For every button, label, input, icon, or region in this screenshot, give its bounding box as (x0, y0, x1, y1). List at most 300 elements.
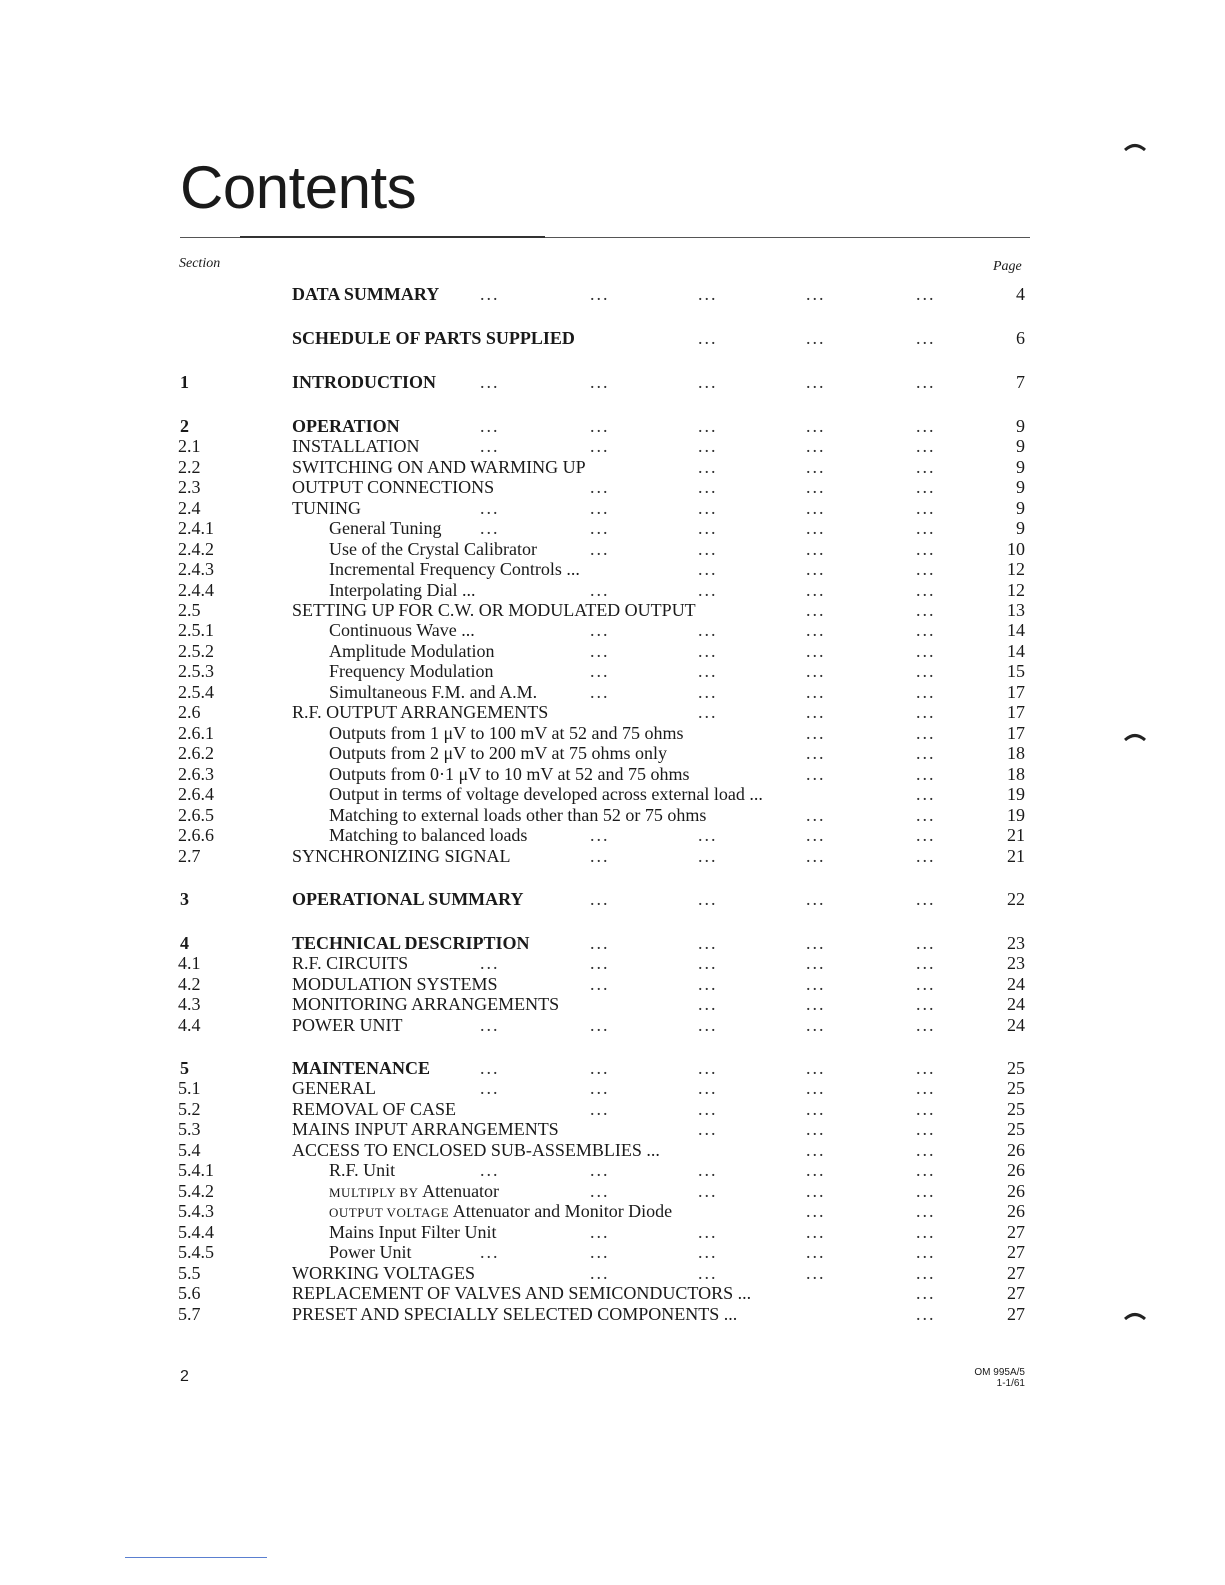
toc-page-number: 19 (1007, 805, 1025, 825)
leader-dots: ... (916, 1160, 936, 1180)
toc-entry (0, 1263, 1225, 1283)
toc-entry (0, 436, 1225, 456)
leader-dots: ... (806, 457, 826, 477)
toc-entry (0, 805, 1225, 825)
toc-section-number: 2.5.1 (178, 620, 214, 640)
leader-dots: ... (806, 539, 826, 559)
leader-dots: ... (916, 1058, 936, 1078)
toc-page-number: 27 (1007, 1222, 1025, 1242)
toc-entry (0, 661, 1225, 681)
toc-page-number: 27 (1007, 1304, 1025, 1324)
leader-dots: ... (916, 641, 936, 661)
toc-entry (0, 620, 1225, 640)
toc-entry-title: Power Unit (329, 1242, 412, 1262)
toc-page-number: 15 (1007, 661, 1025, 681)
toc-page-number: 26 (1007, 1201, 1025, 1221)
leader-dots: ... (698, 416, 718, 436)
leader-dots: ... (698, 702, 718, 722)
toc-entry (0, 1058, 1225, 1078)
toc-entry (0, 1119, 1225, 1139)
toc-entry-title: Outputs from 2 μV to 200 mV at 75 ohms only (329, 743, 667, 763)
toc-entry-title: MAINS INPUT ARRANGEMENTS (292, 1119, 559, 1139)
leader-dots: ... (806, 1242, 826, 1262)
toc-section-number: 4 (180, 933, 189, 953)
toc-entry (0, 974, 1225, 994)
toc-entry-title: Matching to balanced loads (329, 825, 528, 845)
toc-section-number: 5.4.3 (178, 1201, 214, 1221)
toc-section-number: 2.5.4 (178, 682, 214, 702)
toc-page-number: 26 (1007, 1160, 1025, 1180)
leader-dots: ... (916, 974, 936, 994)
leader-dots: ... (916, 784, 936, 804)
leader-dots: ... (590, 825, 610, 845)
toc-entry-title: REMOVAL OF CASE (292, 1099, 457, 1119)
leader-dots: ... (698, 328, 718, 348)
leader-dots: ... (590, 1099, 610, 1119)
toc-entry-smallcaps: MULTIPLY BY (329, 1185, 419, 1200)
leader-dots: ... (916, 1304, 936, 1324)
toc-section-number: 5.7 (178, 1304, 201, 1324)
toc-page-number: 27 (1007, 1263, 1025, 1283)
toc-entry-title: MAINTENANCE (292, 1058, 431, 1078)
leader-dots: ... (590, 518, 610, 538)
leader-dots: ... (590, 1058, 610, 1078)
leader-dots: ... (480, 1078, 500, 1098)
toc-section-number: 5.6 (178, 1283, 201, 1303)
toc-entry (0, 994, 1225, 1014)
leader-dots: ... (806, 436, 826, 456)
leader-dots: ... (698, 498, 718, 518)
leader-dots: ... (916, 1263, 936, 1283)
leader-dots: ... (590, 416, 610, 436)
leader-dots: ... (698, 1160, 718, 1180)
leader-dots: ... (590, 539, 610, 559)
document-code (963, 1367, 1025, 1389)
toc-section-number: 2.6.3 (178, 764, 214, 784)
toc-entry-title: WORKING VOLTAGES (292, 1263, 476, 1283)
leader-dots: ... (806, 1263, 826, 1283)
toc-entry-title: R.F. CIRCUITS (292, 953, 409, 973)
toc-page-number: 26 (1007, 1181, 1025, 1201)
leader-dots: ... (698, 825, 718, 845)
toc-section-number: 2.2 (178, 457, 201, 477)
toc-entry-title: R.F. Unit (329, 1160, 396, 1180)
leader-dots: ... (916, 764, 936, 784)
leader-dots: ... (698, 1058, 718, 1078)
leader-dots: ... (916, 477, 936, 497)
binding-hole-mark (1124, 1312, 1146, 1320)
toc-entry (0, 328, 1225, 348)
leader-dots: ... (916, 1140, 936, 1160)
leader-dots: ... (806, 933, 826, 953)
leader-dots: ... (480, 284, 500, 304)
toc-section-number: 5.3 (178, 1119, 201, 1139)
toc-page-number: 25 (1007, 1058, 1025, 1078)
toc-entry-title: REPLACEMENT OF VALVES AND SEMICONDUCTORS ... (292, 1283, 752, 1303)
toc-entry-title: SETTING UP FOR C.W. OR MODULATED OUTPUT (292, 600, 696, 620)
leader-dots: ... (590, 372, 610, 392)
toc-entry (0, 1181, 1225, 1201)
toc-entry (0, 702, 1225, 722)
toc-entry (0, 580, 1225, 600)
leader-dots: ... (916, 846, 936, 866)
toc-section-number: 5.4.2 (178, 1181, 214, 1201)
leader-dots: ... (916, 1078, 936, 1098)
leader-dots: ... (916, 1242, 936, 1262)
leader-dots: ... (916, 723, 936, 743)
toc-entry (0, 498, 1225, 518)
toc-page-number: 10 (1007, 539, 1025, 559)
toc-entry-title: Matching to external loads other than 52 or 75 ohms (329, 805, 707, 825)
toc-section-number: 5.4 (178, 1140, 201, 1160)
toc-entry-title: Outputs from 1 μV to 100 mV at 52 and 75 ohms (329, 723, 684, 743)
leader-dots: ... (698, 372, 718, 392)
leader-dots: ... (916, 284, 936, 304)
toc-section-number: 2.5.2 (178, 641, 214, 661)
leader-dots: ... (806, 559, 826, 579)
leader-dots: ... (590, 641, 610, 661)
toc-entry (0, 477, 1225, 497)
toc-section-number: 5.1 (178, 1078, 201, 1098)
leader-dots: ... (698, 889, 718, 909)
leader-dots: ... (806, 953, 826, 973)
leader-dots: ... (698, 436, 718, 456)
leader-dots: ... (916, 805, 936, 825)
toc-page-number: 21 (1007, 846, 1025, 866)
toc-entry (0, 1283, 1225, 1303)
toc-page-number: 9 (1016, 436, 1025, 456)
leader-dots: ... (806, 1222, 826, 1242)
toc-entry-smallcaps: OUTPUT VOLTAGE (329, 1205, 450, 1220)
toc-entry-title (329, 1201, 672, 1223)
leader-dots: ... (806, 682, 826, 702)
leader-dots: ... (806, 1140, 826, 1160)
leader-dots: ... (806, 641, 826, 661)
page-title: Contents (180, 154, 417, 221)
toc-page-number: 19 (1007, 784, 1025, 804)
toc-entry (0, 559, 1225, 579)
leader-dots: ... (916, 1119, 936, 1139)
toc-entry (0, 953, 1225, 973)
toc-entry (0, 764, 1225, 784)
leader-dots: ... (698, 846, 718, 866)
leader-dots: ... (480, 416, 500, 436)
toc-entry-title: SYNCHRONIZING SIGNAL (292, 846, 511, 866)
toc-page-number: 23 (1007, 933, 1025, 953)
toc-entry-title: Outputs from 0·1 μV to 10 mV at 52 and 75 ohms (329, 764, 690, 784)
leader-dots: ... (590, 1263, 610, 1283)
leader-dots: ... (806, 518, 826, 538)
leader-dots: ... (806, 328, 826, 348)
toc-entry (0, 1201, 1225, 1221)
leader-dots: ... (916, 436, 936, 456)
leader-dots: ... (590, 284, 610, 304)
toc-page-number: 17 (1007, 723, 1025, 743)
toc-section-number: 2.1 (178, 436, 201, 456)
toc-entry-title: DATA SUMMARY (292, 284, 440, 304)
leader-dots: ... (916, 1222, 936, 1242)
leader-dots: ... (806, 974, 826, 994)
page-column-header: Page (993, 259, 1022, 274)
toc-entry (0, 1304, 1225, 1324)
toc-entry (0, 600, 1225, 620)
leader-dots: ... (590, 889, 610, 909)
toc-entry-title: Output in terms of voltage developed across external load ... (329, 784, 763, 804)
toc-entry-title: Amplitude Modulation (329, 641, 495, 661)
leader-dots: ... (698, 1263, 718, 1283)
toc-entry-title: PRESET AND SPECIALLY SELECTED COMPONENTS ... (292, 1304, 738, 1324)
leader-dots: ... (590, 953, 610, 973)
toc-entry-title: Simultaneous F.M. and A.M. (329, 682, 538, 702)
leader-dots: ... (916, 933, 936, 953)
toc-section-number: 1 (180, 372, 189, 392)
leader-dots: ... (698, 457, 718, 477)
toc-section-number: 2.6.5 (178, 805, 214, 825)
leader-dots: ... (698, 518, 718, 538)
toc-entry-title: Use of the Crystal Calibrator (329, 539, 537, 559)
toc-entry-title: General Tuning (329, 518, 442, 538)
toc-page-number: 25 (1007, 1119, 1025, 1139)
toc-entry (0, 641, 1225, 661)
leader-dots: ... (916, 600, 936, 620)
leader-dots: ... (590, 436, 610, 456)
leader-dots: ... (916, 372, 936, 392)
toc-entry-title: TECHNICAL DESCRIPTION (292, 933, 530, 953)
leader-dots: ... (698, 1119, 718, 1139)
leader-dots: ... (806, 805, 826, 825)
toc-entry (0, 416, 1225, 436)
leader-dots: ... (806, 477, 826, 497)
toc-section-number: 2.5 (178, 600, 201, 620)
leader-dots: ... (916, 661, 936, 681)
leader-dots: ... (590, 498, 610, 518)
leader-dots: ... (590, 661, 610, 681)
leader-dots: ... (590, 620, 610, 640)
toc-page-number: 9 (1016, 518, 1025, 538)
toc-entry-title: R.F. OUTPUT ARRANGEMENTS (292, 702, 549, 722)
leader-dots: ... (590, 682, 610, 702)
toc-section-number: 4.1 (178, 953, 201, 973)
leader-dots: ... (590, 1015, 610, 1035)
toc-section-number: 5.4.1 (178, 1160, 214, 1180)
leader-dots: ... (698, 1015, 718, 1035)
leader-dots: ... (698, 477, 718, 497)
scan-edge-line (125, 1557, 267, 1558)
toc-page-number: 18 (1007, 743, 1025, 763)
leader-dots: ... (590, 1078, 610, 1098)
leader-dots: ... (590, 846, 610, 866)
toc-entry (0, 372, 1225, 392)
toc-page-number: 24 (1007, 1015, 1025, 1035)
toc-page-number: 25 (1007, 1099, 1025, 1119)
leader-dots: ... (916, 1201, 936, 1221)
leader-dots: ... (916, 1181, 936, 1201)
toc-section-number: 4.2 (178, 974, 201, 994)
toc-page-number: 6 (1016, 328, 1025, 348)
toc-entry-title-text: Attenuator (422, 1181, 500, 1201)
toc-entry (0, 682, 1225, 702)
leader-dots: ... (806, 994, 826, 1014)
toc-entry (0, 539, 1225, 559)
leader-dots: ... (916, 416, 936, 436)
leader-dots: ... (806, 1201, 826, 1221)
toc-section-number: 2.6 (178, 702, 201, 722)
toc-entry (0, 889, 1225, 909)
leader-dots: ... (806, 723, 826, 743)
toc-entry-title: POWER UNIT (292, 1015, 403, 1035)
leader-dots: ... (916, 1015, 936, 1035)
leader-dots: ... (916, 620, 936, 640)
toc-entry-title: MONITORING ARRANGEMENTS (292, 994, 560, 1014)
toc-page-number: 17 (1007, 682, 1025, 702)
leader-dots: ... (590, 580, 610, 600)
leader-dots: ... (698, 933, 718, 953)
toc-page-number: 13 (1007, 600, 1025, 620)
toc-page-number: 9 (1016, 416, 1025, 436)
toc-entry-title: SCHEDULE OF PARTS SUPPLIED (292, 328, 575, 348)
page-number: 2 (180, 1368, 189, 1385)
toc-entry-title: Mains Input Filter Unit (329, 1222, 497, 1242)
toc-section-number: 5 (180, 1058, 189, 1078)
leader-dots: ... (590, 933, 610, 953)
leader-dots: ... (698, 620, 718, 640)
toc-entry-title: OPERATIONAL SUMMARY (292, 889, 524, 909)
leader-dots: ... (806, 743, 826, 763)
leader-dots: ... (698, 1099, 718, 1119)
toc-page-number: 27 (1007, 1242, 1025, 1262)
toc-entry (0, 1015, 1225, 1035)
leader-dots: ... (806, 416, 826, 436)
toc-entry-title: INSTALLATION (292, 436, 420, 456)
binding-hole-mark (1124, 733, 1146, 741)
toc-entry-title-text: Attenuator and Monitor Diode (452, 1201, 673, 1221)
toc-section-number: 2.6.6 (178, 825, 214, 845)
toc-section-number: 4.3 (178, 994, 201, 1014)
leader-dots: ... (698, 974, 718, 994)
leader-dots: ... (698, 1078, 718, 1098)
toc-page-number: 12 (1007, 559, 1025, 579)
leader-dots: ... (698, 539, 718, 559)
leader-dots: ... (480, 498, 500, 518)
binding-hole-mark (1124, 143, 1146, 151)
toc-entry-title: TUNING (292, 498, 361, 518)
leader-dots: ... (806, 498, 826, 518)
toc-entry (0, 457, 1225, 477)
toc-page-number: 26 (1007, 1140, 1025, 1160)
leader-dots: ... (590, 477, 610, 497)
toc-page-number: 9 (1016, 477, 1025, 497)
leader-dots: ... (590, 1242, 610, 1262)
leader-dots: ... (916, 580, 936, 600)
leader-dots: ... (806, 580, 826, 600)
toc-page-number: 22 (1007, 889, 1025, 909)
leader-dots: ... (916, 559, 936, 579)
toc-section-number: 4.4 (178, 1015, 201, 1035)
leader-dots: ... (806, 846, 826, 866)
toc-entry (0, 1242, 1225, 1262)
leader-dots: ... (480, 518, 500, 538)
toc-entry-title: Incremental Frequency Controls ... (329, 559, 580, 579)
leader-dots: ... (806, 1160, 826, 1180)
toc-section-number: 2.4 (178, 498, 201, 518)
toc-section-number: 5.2 (178, 1099, 201, 1119)
leader-dots: ... (698, 641, 718, 661)
leader-dots: ... (806, 1015, 826, 1035)
toc-page-number: 7 (1016, 372, 1025, 392)
leader-dots: ... (806, 702, 826, 722)
toc-section-number: 2.6.1 (178, 723, 214, 743)
toc-entry-title: Interpolating Dial ... (329, 580, 476, 600)
leader-dots: ... (806, 1181, 826, 1201)
toc-entry-title: MODULATION SYSTEMS (292, 974, 498, 994)
toc-page-number: 14 (1007, 620, 1025, 640)
toc-section-number: 2.5.3 (178, 661, 214, 681)
toc-page-number: 4 (1016, 284, 1025, 304)
leader-dots: ... (916, 457, 936, 477)
toc-entry-title: SWITCHING ON AND WARMING UP (292, 457, 586, 477)
toc-page-number: 27 (1007, 1283, 1025, 1303)
toc-page-number: 9 (1016, 457, 1025, 477)
toc-entry-title (329, 1181, 499, 1203)
leader-dots: ... (590, 1222, 610, 1242)
leader-dots: ... (480, 1242, 500, 1262)
toc-section-number: 2.3 (178, 477, 201, 497)
leader-dots: ... (806, 1099, 826, 1119)
toc-section-number: 5.5 (178, 1263, 201, 1283)
toc-entry (0, 743, 1225, 763)
toc-section-number: 2.6.2 (178, 743, 214, 763)
toc-section-number: 2.7 (178, 846, 201, 866)
leader-dots: ... (806, 1078, 826, 1098)
leader-dots: ... (916, 1283, 936, 1303)
toc-entry (0, 284, 1225, 304)
toc-entry (0, 1222, 1225, 1242)
leader-dots: ... (590, 1160, 610, 1180)
toc-section-number: 2.4.3 (178, 559, 214, 579)
toc-entry-title: Continuous Wave ... (329, 620, 475, 640)
toc-page-number: 12 (1007, 580, 1025, 600)
leader-dots: ... (806, 284, 826, 304)
leader-dots: ... (698, 580, 718, 600)
leader-dots: ... (698, 559, 718, 579)
leader-dots: ... (806, 620, 826, 640)
toc-entry (0, 1160, 1225, 1180)
leader-dots: ... (806, 661, 826, 681)
toc-page-number: 21 (1007, 825, 1025, 845)
toc-section-number: 2.4.2 (178, 539, 214, 559)
leader-dots: ... (916, 743, 936, 763)
leader-dots: ... (806, 825, 826, 845)
document-code-number: OM 995A/5 (974, 1367, 1025, 1378)
leader-dots: ... (590, 974, 610, 994)
section-column-header: Section (179, 256, 221, 271)
leader-dots: ... (916, 682, 936, 702)
leader-dots: ... (806, 600, 826, 620)
leader-dots: ... (698, 661, 718, 681)
toc-entry (0, 933, 1225, 953)
toc-page-number: 9 (1016, 498, 1025, 518)
toc-entry-title: INTRODUCTION (292, 372, 437, 392)
leader-dots: ... (480, 372, 500, 392)
toc-section-number: 2.6.4 (178, 784, 214, 804)
leader-dots: ... (916, 328, 936, 348)
toc-section-number: 5.4.5 (178, 1242, 214, 1262)
leader-dots: ... (480, 953, 500, 973)
leader-dots: ... (480, 1160, 500, 1180)
toc-entry (0, 518, 1225, 538)
toc-section-number: 2 (180, 416, 189, 436)
leader-dots: ... (480, 1015, 500, 1035)
